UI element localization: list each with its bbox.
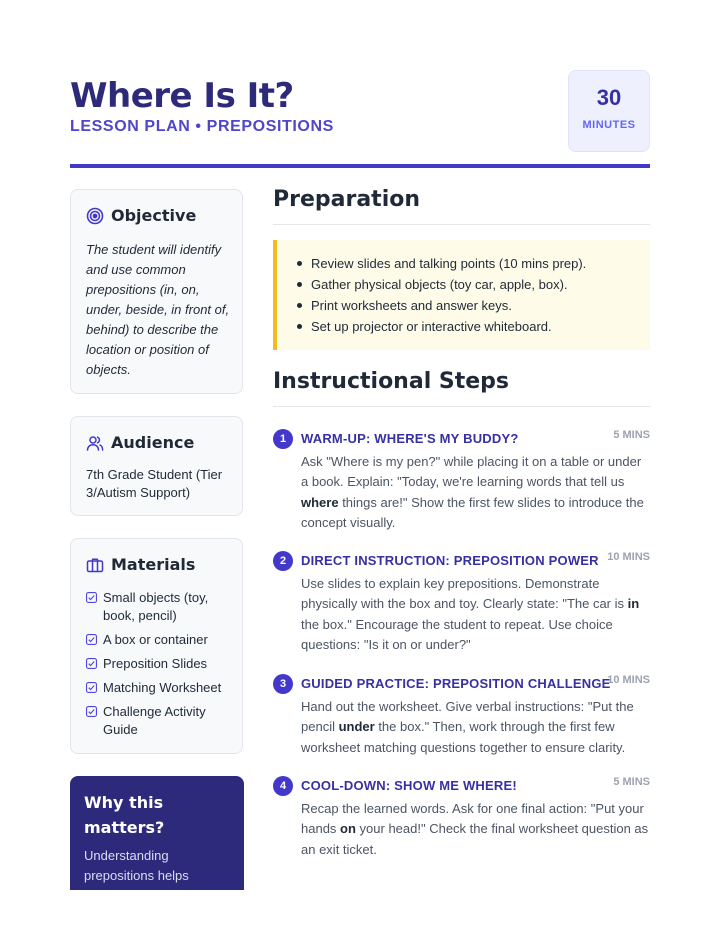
duration-value: 30 — [596, 85, 622, 110]
steps-title: Instructional Steps — [273, 369, 510, 394]
materials-header — [86, 555, 195, 574]
step-number: 2 — [273, 551, 293, 571]
section-divider — [273, 224, 650, 225]
users-icon — [86, 434, 104, 452]
duration-badge — [568, 70, 650, 152]
step-description: Recap the learned words. Ask for one final action: "Put your hands on your head!" Check the final worksheet question as an exit ticket. — [301, 801, 649, 857]
list-item: Set up projector or interactive whiteboard. — [293, 316, 586, 337]
step-title: WARM-UP: WHERE'S MY BUDDY? — [301, 431, 519, 446]
material-label: Challenge Activity Guide — [103, 704, 206, 737]
why-text: Understanding prepositions helps — [84, 848, 189, 883]
checkbox-checked-icon — [86, 592, 97, 603]
step-duration: 5 MINS — [613, 776, 650, 788]
objective-header — [86, 206, 196, 225]
materials-title: Materials — [111, 555, 196, 574]
step-title: DIRECT INSTRUCTION: PREPOSITION POWER — [301, 553, 599, 568]
checkbox-checked-icon — [86, 706, 97, 717]
audience-text: 7th Grade Student (Tier 3/Autism Support) — [86, 467, 223, 500]
preparation-list — [293, 253, 586, 337]
checkbox-checked-icon — [86, 634, 97, 645]
list-item — [86, 589, 236, 625]
step-number: 4 — [273, 776, 293, 796]
why-title: Why this matters? — [84, 793, 165, 837]
preparation-title: Preparation — [273, 187, 421, 212]
audience-card — [70, 416, 243, 516]
material-label: Matching Worksheet — [103, 680, 222, 695]
list-item — [86, 655, 236, 673]
step-duration: 5 MINS — [613, 429, 650, 441]
target-icon — [86, 207, 104, 225]
lesson-header — [70, 70, 650, 170]
step-duration: 10 MINS — [607, 551, 650, 563]
duration-unit: MINUTES — [582, 119, 636, 131]
checkbox-checked-icon — [86, 658, 97, 669]
step-number: 1 — [273, 429, 293, 449]
list-item — [86, 631, 236, 649]
list-item — [86, 679, 236, 697]
preparation-box — [273, 240, 650, 350]
audience-title: Audience — [111, 433, 195, 452]
materials-list — [86, 589, 236, 745]
list-item: Review slides and talking points (10 mins prep). — [293, 253, 586, 274]
audience-header — [86, 433, 194, 452]
list-item: Print worksheets and answer keys. — [293, 295, 586, 316]
materials-card — [70, 538, 243, 754]
step-title: COOL-DOWN: SHOW ME WHERE! — [301, 778, 517, 793]
step-description: Use slides to explain key prepositions. Demonstrate physically with the box and toy. Clearly state: "The car is in the box." Encourage the student to repeat. Use choice questions: "Is it on or under?" — [301, 576, 640, 652]
material-label: A box or container — [103, 632, 208, 647]
objective-title: Objective — [111, 206, 197, 225]
page-subtitle: LESSON PLAN • PREPOSITIONS — [70, 118, 334, 135]
step-number: 3 — [273, 674, 293, 694]
briefcase-icon — [86, 556, 104, 574]
step-description: Ask "Where is my pen?" while placing it on a table or under a book. Explain: "Today, we're learning words that tell us where things are!" Show the first few slides to introduce the concept visually. — [301, 454, 644, 530]
step-duration: 10 MINS — [607, 674, 650, 686]
material-label: Small objects (toy, book, pencil) — [103, 590, 209, 623]
list-item: Gather physical objects (toy car, apple, box). — [293, 274, 586, 295]
objective-card — [70, 189, 243, 394]
header-divider — [70, 164, 650, 168]
list-item — [86, 703, 236, 739]
objective-text: The student will identify and use common prepositions (in, on, under, beside, in front of, behind) to describe the location or position of objects. — [86, 242, 230, 377]
material-label: Preposition Slides — [103, 656, 208, 671]
step-description: Hand out the worksheet. Give verbal instructions: "Put the pencil under the box." Then, work through the first few worksheet matching questions together to ensure clarity. — [301, 699, 634, 755]
section-divider — [273, 406, 650, 407]
step-title: GUIDED PRACTICE: PREPOSITION CHALLENGE — [301, 676, 611, 691]
why-card — [70, 776, 244, 890]
page-title: Where Is It? — [70, 76, 294, 116]
checkbox-checked-icon — [86, 682, 97, 693]
